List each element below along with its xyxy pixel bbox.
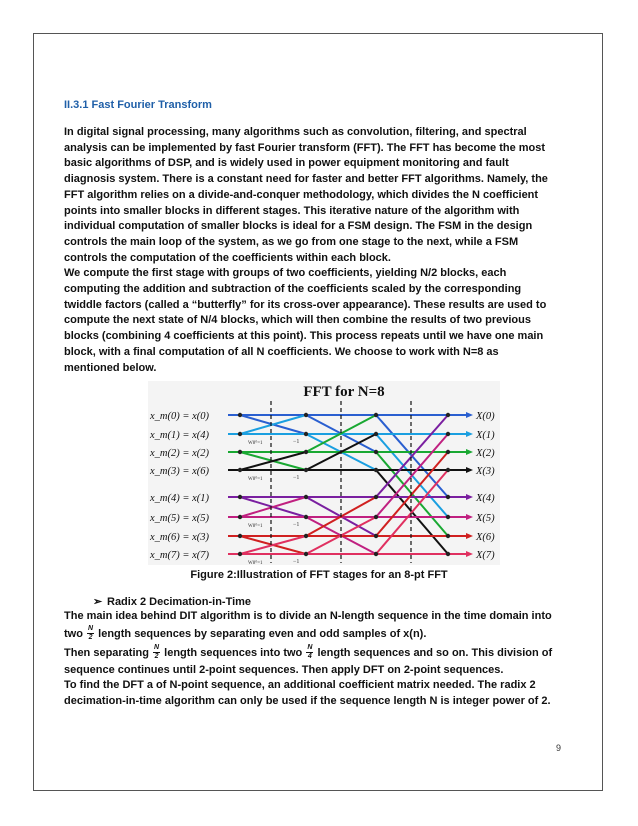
output-label: X(5): [476, 513, 495, 524]
intro-line: We compute the first stage with groups of two coefficients, yielding N/2 blocks, each: [64, 267, 507, 280]
arrow-bullet-icon: ➢: [93, 596, 103, 608]
input-label: x_m(1) = x(4): [150, 430, 209, 441]
dit-text: length sequences and so on. This division of: [317, 646, 553, 659]
butterfly-node: [238, 495, 242, 499]
intro-line: block, with a final computation of all N coefficients. We choose to work with N=8 as: [64, 345, 499, 358]
input-label: x_m(4) = x(1): [150, 493, 209, 504]
butterfly-node: [304, 515, 308, 519]
butterfly-node: [238, 432, 242, 436]
butterfly-node: [374, 450, 378, 454]
butterfly-node: [446, 552, 450, 556]
intro-line: controls the main loop of the system, as we go from one stage to the next, while a FSM: [64, 235, 519, 248]
output-label: X(3): [476, 466, 495, 477]
dit-line: To find the DFT a of N-point sequence, an additional coefficient matrix needed. The radix 2: [64, 679, 536, 692]
butterfly-node: [374, 432, 378, 436]
twiddle-label: W8⁰=1: [248, 561, 263, 565]
frac-den: 2: [154, 653, 159, 661]
intro-line: individual computation of smaller blocks is ideal for a FSM design. The FSM in the design: [64, 220, 533, 233]
intro-line: In digital signal processing, many algorithms such as convolution, filtering, and spectral: [64, 126, 527, 138]
output-arrowhead: [466, 514, 473, 520]
section-title: II.3.1 Fast Fourier Transform: [64, 99, 212, 111]
butterfly-node: [446, 515, 450, 519]
butterfly-node: [374, 534, 378, 538]
butterfly-node: [238, 413, 242, 417]
fraction-n-over-4: [306, 644, 313, 661]
input-label: x_m(2) = x(2): [150, 448, 209, 459]
frac-den: 2: [88, 634, 93, 642]
input-label: x_m(0) = x(0): [150, 411, 209, 422]
dit-line: The main idea behind DIT algorithm is to divide an N-length sequence in the time domain into: [64, 610, 552, 622]
fft-diagram: [148, 381, 500, 565]
minus-one-label: −1: [293, 439, 300, 445]
minus-one-label: −1: [293, 475, 300, 481]
butterfly-node: [446, 450, 450, 454]
twiddle-label: W8⁰=1: [248, 441, 263, 446]
intro-line: diagnosis system. There is a constant need for faster and better FFT algorithms. Namely, the: [64, 173, 548, 186]
output-label: X(0): [476, 411, 495, 422]
output-arrowhead: [466, 449, 473, 455]
butterfly-node: [374, 552, 378, 556]
butterfly-node: [238, 468, 242, 472]
frac-den: 4: [307, 653, 312, 661]
butterfly-node: [304, 468, 308, 472]
output-label: X(7): [476, 550, 495, 561]
butterfly-node: [446, 432, 450, 436]
output-arrowhead: [466, 431, 473, 437]
butterfly-node: [304, 432, 308, 436]
output-arrowhead: [466, 412, 473, 418]
butterfly-node: [304, 450, 308, 454]
dit-text: Then separating: [64, 646, 149, 659]
frac-num: N: [307, 644, 313, 652]
intro-line: FFT algorithm relies on a divide-and-conquer methodology, which divides the N coefficient: [64, 188, 539, 201]
intro-line: computing the addition and subtraction of the coefficients scaled by the corresponding: [64, 283, 522, 296]
intro-paragraph: [64, 125, 584, 376]
fraction-n-over-2: [87, 625, 94, 642]
dit-text: two: [64, 627, 83, 640]
butterfly-node: [446, 495, 450, 499]
butterfly-node: [304, 495, 308, 499]
minus-one-label: −1: [293, 559, 300, 565]
intro-line: mentioned below.: [64, 361, 157, 374]
butterfly-node: [304, 552, 308, 556]
butterfly-node: [374, 413, 378, 417]
output-arrowhead: [466, 467, 473, 473]
butterfly-node: [238, 515, 242, 519]
dit-line: [64, 625, 584, 644]
output-label: X(1): [476, 430, 495, 441]
intro-line: controls the computation of the coefficients within each block.: [64, 251, 391, 264]
fft-title: FFT for N=8: [303, 384, 385, 400]
dit-text: length sequences into two: [164, 646, 303, 659]
butterfly-node: [374, 495, 378, 499]
output-label: X(4): [476, 493, 495, 504]
butterfly-node: [238, 534, 242, 538]
intro-line: blocks (combining 4 coefficients at this point). This process repeats until we have one main: [64, 330, 544, 343]
frac-num: N: [154, 644, 160, 652]
butterfly-node: [446, 413, 450, 417]
output-arrowhead: [466, 494, 473, 500]
input-label: x_m(6) = x(3): [150, 532, 209, 543]
output-arrowhead: [466, 533, 473, 539]
dit-heading: [93, 595, 251, 608]
dit-text: length sequences by separating even and odd samples of x(n).: [98, 627, 427, 640]
intro-line: twiddle factors (called a “butterfly” for its cross-over appearance). These results are used to: [64, 298, 547, 311]
butterfly-node: [238, 552, 242, 556]
page-number: 9: [556, 743, 562, 753]
output-label: X(2): [476, 448, 495, 459]
butterfly-node: [446, 468, 450, 472]
butterfly-node: [304, 413, 308, 417]
butterfly-node: [374, 515, 378, 519]
dit-paragraph: [64, 609, 584, 710]
intro-line: compute the next state of N/4 blocks, which will then combine the results of two previous: [64, 314, 531, 327]
figure-caption: Figure 2:Illustration of FFT stages for an 8-pt FFT: [190, 569, 448, 581]
fft-figure: [148, 381, 500, 565]
intro-line: basic algorithms of DSP, and is widely used in power equipment monitoring and fault: [64, 157, 509, 170]
fraction-n-over-2: [153, 644, 160, 661]
minus-one-label: −1: [293, 522, 300, 528]
input-label: x_m(7) = x(7): [150, 550, 209, 561]
output-arrowhead: [466, 551, 473, 557]
dit-heading-text: Radix 2 Decimation-in-Time: [107, 596, 252, 608]
input-label: x_m(3) = x(6): [150, 466, 209, 477]
output-label: X(6): [476, 532, 495, 543]
input-label: x_m(5) = x(5): [150, 513, 209, 524]
frac-num: N: [88, 625, 94, 633]
twiddle-label: W8⁰=1: [248, 477, 263, 482]
butterfly-node: [374, 468, 378, 472]
dit-line: [64, 644, 584, 663]
butterfly-node: [304, 534, 308, 538]
butterfly-node: [238, 450, 242, 454]
dit-line: decimation-in-time algorithm can only be used if the sequence length N is integer power of 2.: [64, 695, 551, 708]
intro-line: analysis can be implemented by fast Fourier transform (FFT). The FFT has become the most: [64, 141, 546, 154]
twiddle-label: W8⁰=1: [248, 524, 263, 529]
dit-line: sequence continues until 2-point sequences. Then apply DFT on 2-point sequences.: [64, 663, 504, 676]
butterfly-node: [446, 534, 450, 538]
intro-line: points into smaller blocks in different stages. This iterative nature of the algorithm with: [64, 204, 520, 217]
